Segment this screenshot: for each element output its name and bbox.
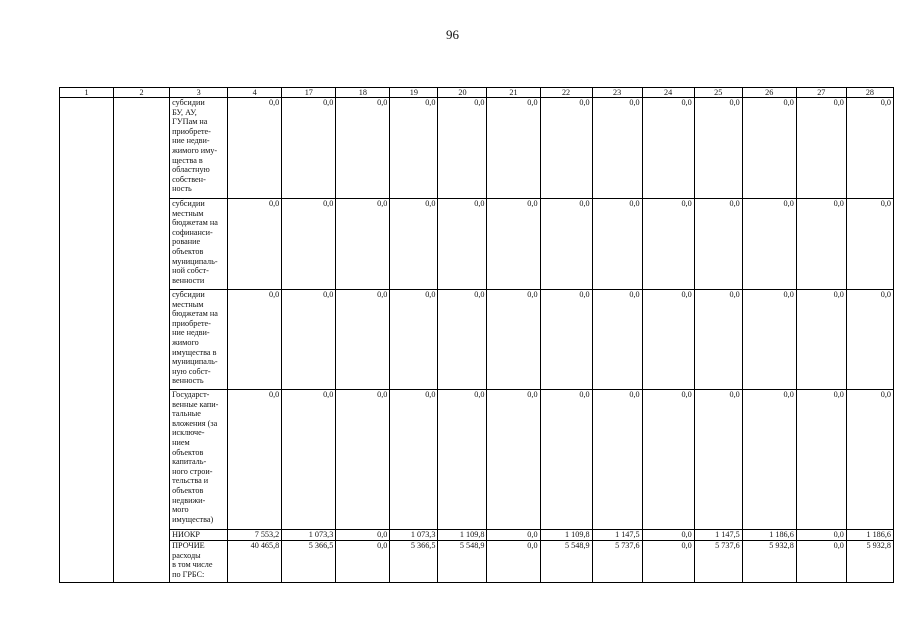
table-cell: 0,0 bbox=[846, 98, 893, 199]
column-header: 24 bbox=[642, 88, 694, 98]
column-header: 4 bbox=[228, 88, 282, 98]
table-cell: 0,0 bbox=[336, 541, 390, 583]
row-label: субсидии местным бюджетам на приобрете- ние недви- жимого имущества в муниципаль- ную собст- венность bbox=[170, 290, 228, 390]
table-cell: 0,0 bbox=[642, 530, 694, 541]
column-header: 22 bbox=[540, 88, 592, 98]
page-number: 96 bbox=[446, 27, 459, 42]
table-cell: 0,0 bbox=[487, 390, 540, 530]
table-cell: 0,0 bbox=[642, 290, 694, 390]
table-row bbox=[60, 541, 894, 583]
table-cell: 5 366,5 bbox=[390, 541, 438, 583]
table-cell: 0,0 bbox=[846, 199, 893, 290]
table-cell: 0,0 bbox=[228, 98, 282, 199]
table-cell: 0,0 bbox=[282, 290, 336, 390]
table-cell: 0,0 bbox=[846, 290, 893, 390]
table-cell: 1 147,5 bbox=[694, 530, 742, 541]
column-header: 28 bbox=[846, 88, 893, 98]
table-cell: 1 109,8 bbox=[540, 530, 592, 541]
table-cell: 0,0 bbox=[540, 390, 592, 530]
table-cell: 0,0 bbox=[796, 530, 846, 541]
table-cell: 0,0 bbox=[282, 199, 336, 290]
table-cell: 0,0 bbox=[742, 290, 796, 390]
table-cell: 0,0 bbox=[694, 390, 742, 530]
table-cell: 1 109,8 bbox=[438, 530, 487, 541]
table-cell: 0,0 bbox=[642, 541, 694, 583]
table-cell: 0,0 bbox=[742, 390, 796, 530]
table-cell: 0,0 bbox=[438, 390, 487, 530]
table-cell: 0,0 bbox=[487, 290, 540, 390]
table-cell: 5 932,8 bbox=[846, 541, 893, 583]
table-cell: 0,0 bbox=[282, 390, 336, 530]
table-cell: 0,0 bbox=[390, 390, 438, 530]
table-cell: 0,0 bbox=[540, 290, 592, 390]
table-row bbox=[60, 530, 894, 541]
table-cell: 0,0 bbox=[487, 530, 540, 541]
table-cell: 0,0 bbox=[390, 98, 438, 199]
table-cell: 0,0 bbox=[438, 199, 487, 290]
table-cell: 0,0 bbox=[487, 98, 540, 199]
row-label: НИОКР bbox=[170, 530, 228, 541]
table-cell: 0,0 bbox=[592, 98, 642, 199]
table-cell: 0,0 bbox=[796, 98, 846, 199]
table-cell: 0,0 bbox=[642, 98, 694, 199]
table-cell: 0,0 bbox=[642, 199, 694, 290]
table-cell: 0,0 bbox=[228, 390, 282, 530]
table-cell: 0,0 bbox=[694, 199, 742, 290]
table-cell: 5 737,6 bbox=[592, 541, 642, 583]
table-cell: 0,0 bbox=[742, 199, 796, 290]
table-cell: 0,0 bbox=[438, 290, 487, 390]
table-cell: 1 186,6 bbox=[846, 530, 893, 541]
header-row bbox=[60, 88, 894, 98]
table-cell: 1 147,5 bbox=[592, 530, 642, 541]
table-cell: 0,0 bbox=[487, 199, 540, 290]
table-cell: 0,0 bbox=[336, 199, 390, 290]
merged-cell-col2 bbox=[114, 98, 170, 583]
column-header: 23 bbox=[592, 88, 642, 98]
column-header: 17 bbox=[282, 88, 336, 98]
table-cell: 0,0 bbox=[694, 290, 742, 390]
table-cell: 1 073,3 bbox=[390, 530, 438, 541]
budget-table bbox=[59, 87, 894, 583]
row-label: Государст- венные капи- тальные вложения (за исключе- нием объектов капиталь- ного строи- тельства и объектов недвижи- мого имущества) bbox=[170, 390, 228, 530]
table-cell: 0,0 bbox=[642, 390, 694, 530]
table-cell: 0,0 bbox=[336, 98, 390, 199]
table-cell: 0,0 bbox=[796, 390, 846, 530]
table-row bbox=[60, 98, 894, 199]
table-cell: 7 553,2 bbox=[228, 530, 282, 541]
row-label: субсидии местным бюджетам на софинанси- рование объектов муниципаль- ной собст- венности bbox=[170, 199, 228, 290]
table-cell: 5 932,8 bbox=[742, 541, 796, 583]
column-header: 27 bbox=[796, 88, 846, 98]
column-header: 19 bbox=[390, 88, 438, 98]
table-cell: 5 548,9 bbox=[438, 541, 487, 583]
table-cell: 0,0 bbox=[846, 390, 893, 530]
table-cell: 5 366,5 bbox=[282, 541, 336, 583]
table-cell: 0,0 bbox=[282, 98, 336, 199]
table-cell: 0,0 bbox=[438, 98, 487, 199]
row-label: субсидии БУ, АУ, ГУПам на приобрете- ние недви- жимого иму- щества в областную собствен- ность bbox=[170, 98, 228, 199]
table-cell: 0,0 bbox=[390, 290, 438, 390]
table-cell: 0,0 bbox=[487, 541, 540, 583]
column-header: 1 bbox=[60, 88, 114, 98]
table-cell: 0,0 bbox=[228, 290, 282, 390]
column-header: 18 bbox=[336, 88, 390, 98]
table-cell: 0,0 bbox=[796, 199, 846, 290]
table-cell: 40 465,8 bbox=[228, 541, 282, 583]
column-header: 20 bbox=[438, 88, 487, 98]
column-header: 21 bbox=[487, 88, 540, 98]
column-header: 25 bbox=[694, 88, 742, 98]
table-cell: 0,0 bbox=[592, 390, 642, 530]
table-row bbox=[60, 290, 894, 390]
row-label: ПРОЧИЕ расходы в том числе по ГРБС: bbox=[170, 541, 228, 583]
table-cell: 0,0 bbox=[796, 290, 846, 390]
table-cell: 5 737,6 bbox=[694, 541, 742, 583]
table-row bbox=[60, 390, 894, 530]
column-header: 26 bbox=[742, 88, 796, 98]
column-header: 3 bbox=[170, 88, 228, 98]
table-cell: 0,0 bbox=[540, 199, 592, 290]
table-cell: 1 186,6 bbox=[742, 530, 796, 541]
table-cell: 0,0 bbox=[336, 390, 390, 530]
table-cell: 0,0 bbox=[390, 199, 438, 290]
table-cell: 0,0 bbox=[336, 290, 390, 390]
table-cell: 0,0 bbox=[742, 98, 796, 199]
table-cell: 5 548,9 bbox=[540, 541, 592, 583]
column-header: 2 bbox=[114, 88, 170, 98]
merged-cell-col1 bbox=[60, 98, 114, 583]
table-cell: 0,0 bbox=[540, 98, 592, 199]
table-cell: 0,0 bbox=[336, 530, 390, 541]
table-cell: 1 073,3 bbox=[282, 530, 336, 541]
table-cell: 0,0 bbox=[592, 290, 642, 390]
table-row bbox=[60, 199, 894, 290]
table-cell: 0,0 bbox=[796, 541, 846, 583]
table-cell: 0,0 bbox=[228, 199, 282, 290]
table-cell: 0,0 bbox=[592, 199, 642, 290]
table-cell: 0,0 bbox=[694, 98, 742, 199]
